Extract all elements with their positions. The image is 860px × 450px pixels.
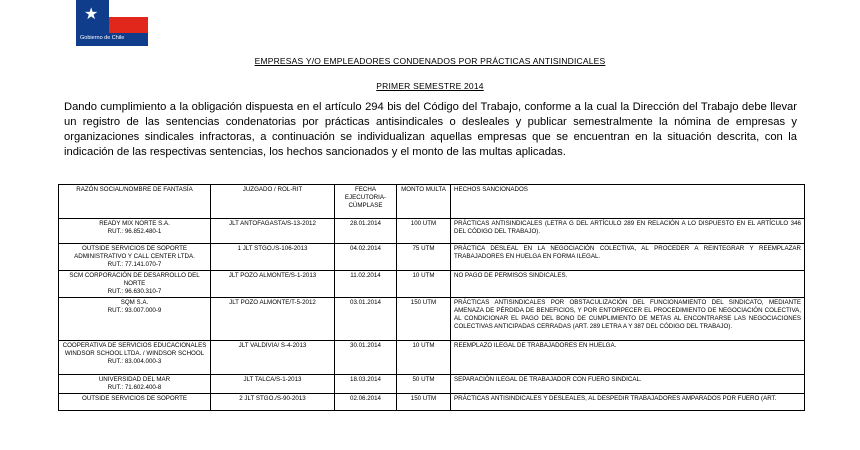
cell-empresa bbox=[59, 298, 211, 341]
empresa-rut: RUT.: 96.852.480-1 bbox=[107, 228, 162, 235]
table-row bbox=[59, 271, 805, 298]
cell-monto: 10 UTM bbox=[397, 271, 451, 298]
empresa-name: OUTSIDE SERVICIOS DE SOPORTE ADMINISTRATIVO Y CALL CENTER LTDA. bbox=[74, 245, 195, 260]
logo-white-field bbox=[109, 0, 148, 17]
document-subtitle: PRIMER SEMESTRE 2014 bbox=[376, 81, 484, 91]
cell-fecha: 28.01.2014 bbox=[335, 219, 397, 244]
empresa-name: COOPERATIVA DE SERVICIOS EDUCACIONALES WINDSOR SCHOOL LTDA. / WINDSOR SCHOOL bbox=[62, 342, 207, 357]
cell-empresa bbox=[59, 341, 211, 375]
cell-fecha: 02.06.2014 bbox=[335, 394, 397, 411]
table-row bbox=[59, 219, 805, 244]
cell-hechos: PRÁCTICA DESLEAL EN LA NEGOCIACIÓN COLECTIVA, AL PROCEDER A REINTEGRAR Y REEMPLAZAR TRABAJADORES EN HUELGA EN FORMA ILEGAL. bbox=[451, 244, 805, 271]
header-juzgado: JUZGADO / ROL-RIT bbox=[211, 185, 335, 219]
cell-empresa bbox=[59, 219, 211, 244]
cell-hechos: PRÁCTICAS ANTISINDICALES Y DESLEALES, AL DESPEDIR TRABAJADORES AMPARADOS POR FUERO (ART. bbox=[451, 394, 805, 411]
cell-fecha: 30.01.2014 bbox=[335, 341, 397, 375]
empresa-rut: RUT.: 71.602.400-8 bbox=[107, 384, 162, 391]
table-header-row bbox=[59, 185, 805, 219]
cell-juzgado: JLT TALCA/S-1-2013 bbox=[211, 375, 335, 394]
cell-fecha: 11.02.2014 bbox=[335, 271, 397, 298]
table-row bbox=[59, 298, 805, 341]
sentences-table bbox=[58, 184, 805, 411]
empresa-name: UNIVERSIDAD DEL MAR bbox=[98, 376, 171, 383]
empresa-name: SCM CORPORACIÓN DE DESARROLLO DEL NORTE bbox=[69, 272, 200, 287]
empresa-name: OUTSIDE SERVICIOS DE SOPORTE bbox=[82, 395, 187, 402]
cell-monto: 150 UTM bbox=[397, 298, 451, 341]
cell-empresa bbox=[59, 271, 211, 298]
table-row bbox=[59, 375, 805, 394]
cell-empresa bbox=[59, 394, 211, 411]
cell-hechos: PRÁCTICAS ANTISINDICALES (LETRA G DEL ARTÍCULO 289 EN RELACIÓN A LO DISPUESTO EN EL ARTÍCULO 346 DEL CÓDIGO DEL TRABAJO). bbox=[451, 219, 805, 244]
table-row bbox=[59, 341, 805, 375]
empresa-rut: RUT.: 83.004.000-3 bbox=[107, 358, 162, 365]
logo-text: Gobierno de Chile bbox=[80, 35, 125, 41]
cell-fecha: 03.01.2014 bbox=[335, 298, 397, 341]
cell-juzgado: JLT POZO ALMONTE/S-1-2013 bbox=[211, 271, 335, 298]
cell-juzgado: JLT VALDIVIA/ S-4-2013 bbox=[211, 341, 335, 375]
empresa-rut: RUT.: 77.141.070-7 bbox=[107, 261, 162, 268]
empresa-name: SQM S.A. bbox=[120, 299, 149, 306]
cell-hechos: SEPARACIÓN ILEGAL DE TRABAJADOR CON FUERO SINDICAL. bbox=[451, 375, 805, 394]
header-empresa: RAZÓN SOCIAL/NOMBRE DE FANTASÍA bbox=[59, 185, 211, 219]
cell-monto: 100 UTM bbox=[397, 219, 451, 244]
table-row bbox=[59, 244, 805, 271]
cell-empresa bbox=[59, 375, 211, 394]
intro-paragraph: Dando cumplimiento a la obligación dispuesta en el artículo 294 bis del Código del Trabajo, conforme a la cual la Dirección del Trabajo debe llevar un registro de las sentencias condenatorias por prácticas antisindicales o desleales y publicar semestralmente la nómina de empresas y organizaciones sindicales infractoras, a continuación se individualizan aquellas empresas que se encuentran en la situación descrita, con la indicación de las respectivas sentencias, los hechos sancionados y el monto de las multas aplicadas. bbox=[64, 101, 797, 158]
cell-juzgado: JLT POZO ALMONTE/T-5-2012 bbox=[211, 298, 335, 341]
empresa-name: READY MIX NORTE S.A. bbox=[99, 220, 170, 227]
header-fecha: FECHA EJECUTORIA-CÚMPLASE bbox=[335, 185, 397, 219]
cell-hechos: PRÁCTICAS ANTISINDICALES POR OBSTACULIZACIÓN DEL FUNCIONAMIENTO DEL SINDICATO, MEDIANTE AMENAZA DE PÉRDIDA DE BENEFICIOS, Y POR ENTORPECER EL PROCEDIMIENTO DE NEGOCIACIÓN COLECTIVA, AL CONDICIONAR EL PAGO DEL BONO DE CUMPLIMIENTO DE METAS AL ENCONTRARSE LAS NEGOCIACIONES COLECTIVAS ANTICIPADAS CERRADAS (ART. 289 LETRA A Y 387 DEL CÓDIGO DEL TRABAJO). bbox=[451, 298, 805, 341]
cell-monto: 150 UTM bbox=[397, 394, 451, 411]
cell-empresa bbox=[59, 244, 211, 271]
header-monto: MONTO MULTA bbox=[397, 185, 451, 219]
cell-monto: 50 UTM bbox=[397, 375, 451, 394]
cell-juzgado: 2 JLT STGO./S-90-2013 bbox=[211, 394, 335, 411]
cell-monto: 75 UTM bbox=[397, 244, 451, 271]
cell-fecha: 18.03.2014 bbox=[335, 375, 397, 394]
cell-juzgado: JLT ANTOFAGASTA/S-13-2012 bbox=[211, 219, 335, 244]
cell-monto: 10 UTM bbox=[397, 341, 451, 375]
cell-juzgado: 1 JLT STGO./S-106-2013 bbox=[211, 244, 335, 271]
gobierno-de-chile-logo bbox=[76, 0, 148, 46]
star-icon: ★ bbox=[84, 6, 99, 23]
cell-hechos: NO PAGO DE PERMISOS SINDICALES. bbox=[451, 271, 805, 298]
cell-hechos: REEMPLAZO ILEGAL DE TRABAJADORES EN HUELGA. bbox=[451, 341, 805, 375]
header-hechos: HECHOS SANCIONADOS bbox=[451, 185, 805, 219]
document-title: EMPRESAS Y/O EMPLEADORES CONDENADOS POR PRÁCTICAS ANTISINDICALES bbox=[254, 56, 606, 66]
table-row bbox=[59, 394, 805, 411]
empresa-rut: RUT.: 93.007.000-9 bbox=[107, 307, 162, 314]
empresa-rut: RUT.: 96.630.310-7 bbox=[107, 288, 162, 295]
cell-fecha: 04.02.2014 bbox=[335, 244, 397, 271]
